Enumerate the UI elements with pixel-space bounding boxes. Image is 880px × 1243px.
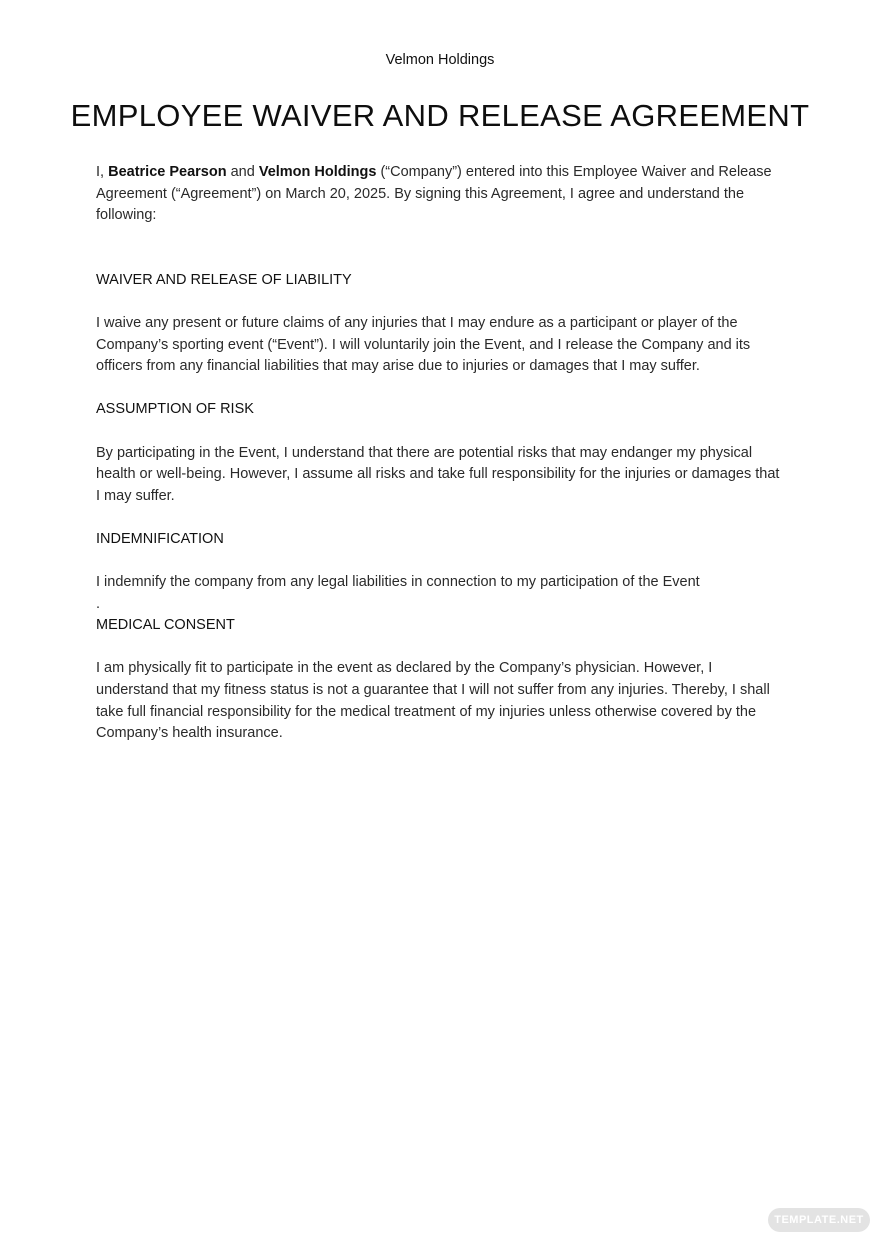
intro-paragraph [96,162,786,227]
intro-conjunction: and [226,164,259,180]
indemnification-body: I indemnify the company from any legal liabilities in connection to my participation of the Event [96,574,700,591]
indemnification-trailing-period: . [96,595,101,612]
waiver-body: I waive any present or future claims of any injuries that I may endure as a participant or player of the Company’s sporting event (“Event”). I will voluntarily join the Event, and I release the Company and its officers from any financial liabilities that may arise due to injuries or damages that I may suffer. [96,314,751,375]
intro-rest: (“Company”) entered into this Employee Waiver and Release Agreement (“Agreement”) on March 20, 2025. By signing this Agreement, I agree and understand the following: [96,164,772,224]
intro-prefix: I, [96,164,109,180]
risk-heading: ASSUMPTION OF RISK [96,401,254,418]
company-name: Velmon Holdings [385,52,495,68]
template-watermark: TEMPLATE.NET [768,1208,870,1232]
document-body [96,162,786,766]
employee-name: Beatrice Pearson [108,164,227,180]
document-title: EMPLOYEE WAIVER AND RELEASE AGREEMENT [70,98,810,133]
risk-body: By participating in the Event, I understand that there are potential risks that may endanger my physical health or well-being. However, I assume all risks and take full responsibility for the injuries or damages that I may suffer. [96,444,780,504]
medical-body: I am physically fit to participate in the event as declared by the Company’s physician. However, I understand that my fitness status is not a guarantee that I will not suffer from any injuries. Thereby, I shall take full financial responsibility for the medical treatment of my injuries unless otherwise covered by the Company’s health insurance. [96,660,770,742]
medical-heading: MEDICAL CONSENT [96,617,235,634]
intro-company-name: Velmon Holdings [258,164,377,180]
waiver-heading: WAIVER AND RELEASE OF LIABILITY [96,271,352,288]
indemnification-heading: INDEMNIFICATION [96,530,224,547]
